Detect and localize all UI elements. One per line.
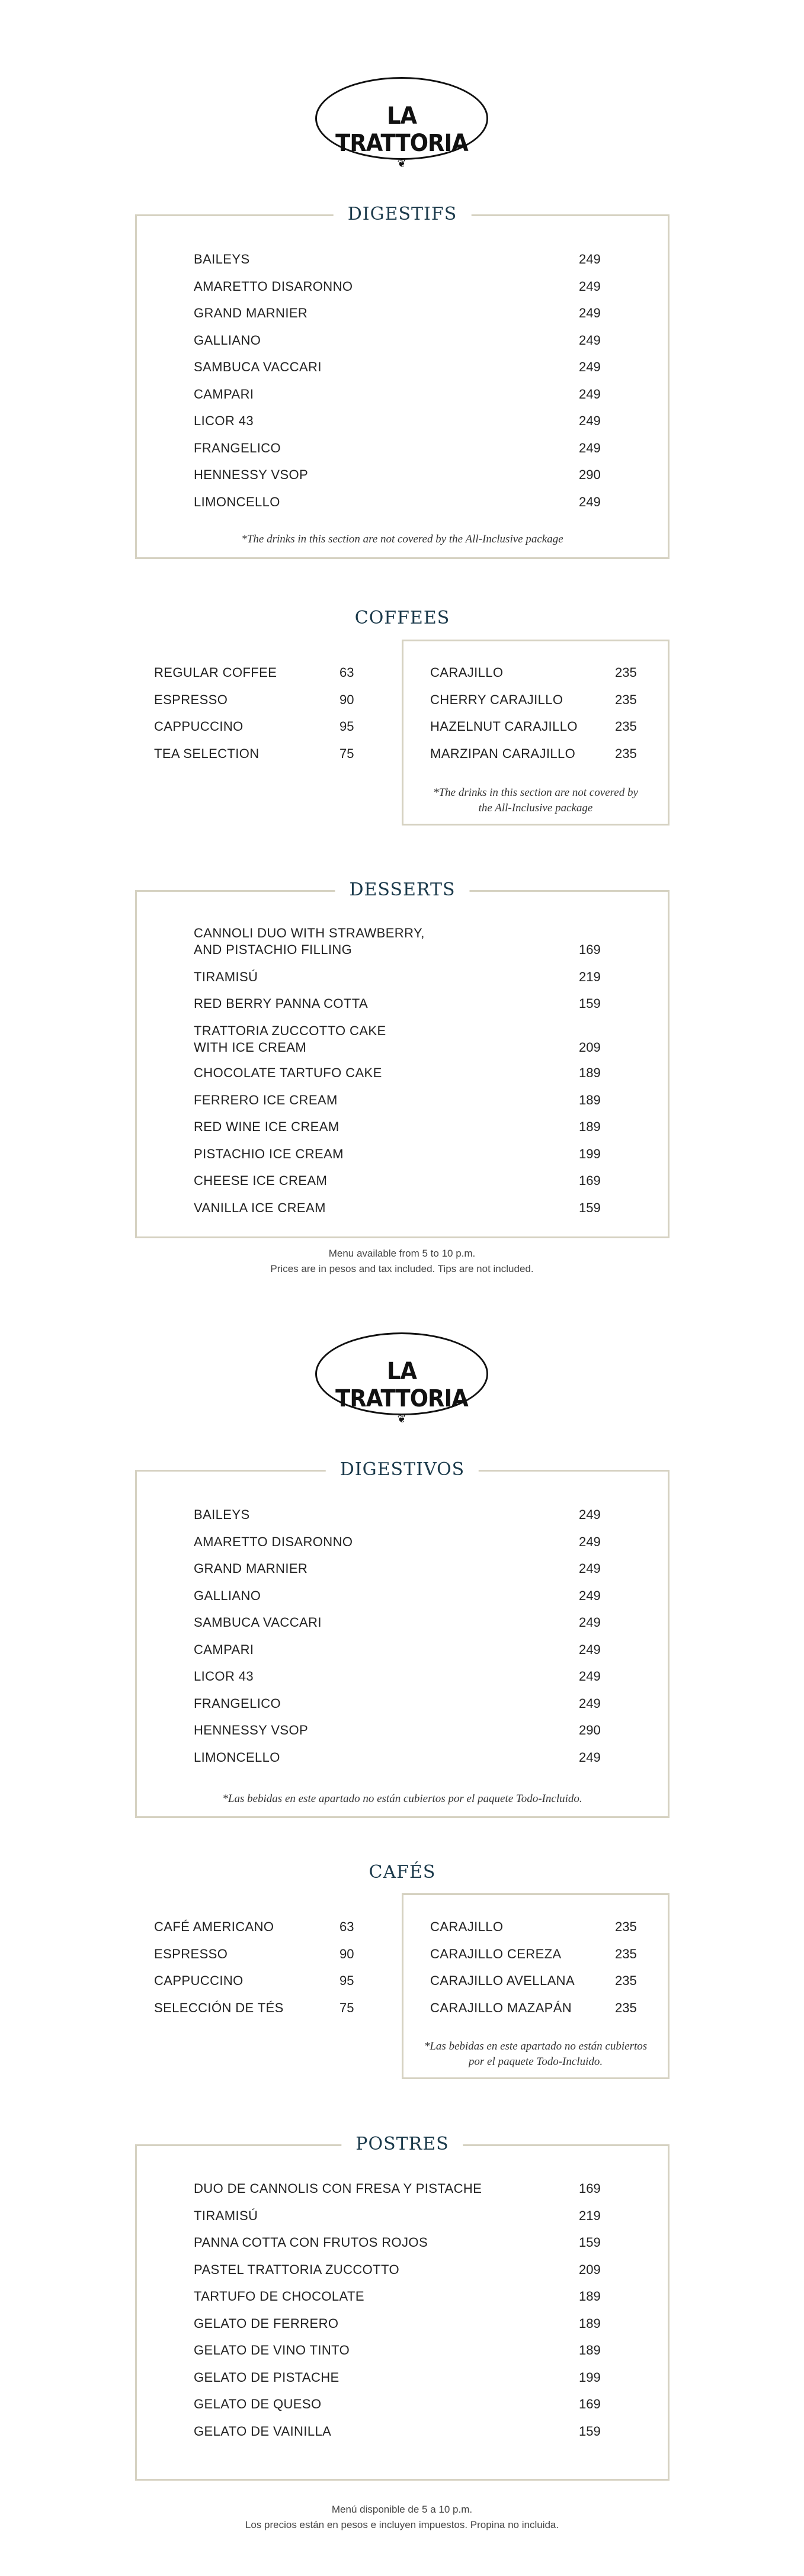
- digestif-name: GRAND MARNIER: [194, 306, 308, 320]
- postre-name: TARTUFO DE CHOCOLATE: [194, 2289, 364, 2304]
- dessert-price: 159: [579, 996, 601, 1011]
- postre-price: 189: [579, 2316, 601, 2331]
- digestivo-name: AMARETTO DISARONNO: [194, 1534, 353, 1549]
- footer-prices: Prices are in pesos and tax included. Tips are not included.: [270, 1263, 534, 1274]
- digestivo-name: LICOR 43: [194, 1669, 254, 1684]
- coffee-price: 95: [339, 719, 354, 734]
- postre-name: PANNA COTTA CON FRUTOS ROJOS: [194, 2235, 428, 2250]
- cafe-price: 63: [339, 1919, 354, 1934]
- postre-name: GELATO DE VINO TINTO: [194, 2343, 350, 2357]
- cafes-note-line: *Las bebidas en este apartado no están cubiertos: [424, 2040, 648, 2053]
- logo: [315, 1332, 488, 1425]
- coffee-name: TEA SELECTION: [154, 746, 260, 761]
- dessert-name: RED BERRY PANNA COTTA: [194, 996, 369, 1011]
- cafe-name: CAPPUCCINO: [154, 1973, 244, 1988]
- coffee-price: 75: [339, 746, 354, 761]
- coffee-price: 63: [339, 665, 354, 680]
- digestif-name: CAMPARI: [194, 387, 254, 402]
- dessert-price: 209: [579, 1040, 601, 1055]
- dessert-name: VANILLA ICE CREAM: [194, 1200, 326, 1215]
- digestivo-price: 249: [579, 1669, 601, 1684]
- dessert-name: TIRAMISÚ: [194, 969, 258, 984]
- logo-wordmark: LA TRATTORIA: [335, 102, 468, 157]
- logo-wordmark: LA TRATTORIA: [335, 1358, 468, 1412]
- cafes-note: [402, 2039, 670, 2070]
- digestif-name: LICOR 43: [194, 413, 254, 428]
- postre-name: GELATO DE VAINILLA: [194, 2424, 332, 2439]
- digestif-name: FRANGELICO: [194, 441, 281, 455]
- dessert-name: RED WINE ICE CREAM: [194, 1119, 339, 1134]
- digestif-price: 249: [579, 252, 601, 266]
- postre-price: 219: [579, 2208, 601, 2223]
- postre-name: DUO DE CANNOLIS CON FRESA Y PISTACHE: [194, 2181, 482, 2196]
- cafe-name: CAFÉ AMERICANO: [154, 1919, 274, 1934]
- footer-prices: Los precios están en pesos e incluyen impuestos. Propina no incluida.: [245, 2519, 559, 2530]
- postre-price: 159: [579, 2424, 601, 2439]
- dessert-price: 199: [579, 1146, 601, 1161]
- digestif-price: 249: [579, 279, 601, 294]
- flourish-ornament-icon: ❦: [397, 158, 406, 169]
- postre-price: 189: [579, 2343, 601, 2357]
- dessert-name: CHEESE ICE CREAM: [194, 1173, 328, 1188]
- digestif-name: AMARETTO DISARONNO: [194, 279, 353, 294]
- carajillo-name: CARAJILLO MAZAPÁN: [430, 2000, 572, 2015]
- flourish-ornament-icon: ❦: [397, 1413, 406, 1425]
- digestivo-name: LIMONCELLO: [194, 1750, 280, 1765]
- carajillo-price: 235: [615, 719, 637, 734]
- postre-name: GELATO DE QUESO: [194, 2397, 322, 2411]
- carajillo-price: 235: [615, 665, 637, 680]
- carajillo-name: MARZIPAN CARAJILLO: [430, 746, 576, 761]
- dessert-price: 189: [579, 1093, 601, 1107]
- cafe-name: SELECCIÓN DE TÉS: [154, 2000, 284, 2015]
- postres-title: POSTRES: [341, 2131, 463, 2157]
- digestif-price: 249: [579, 306, 601, 320]
- carajillo-name: CARAJILLO CEREZA: [430, 1947, 562, 1961]
- cafe-price: 75: [339, 2000, 354, 2015]
- digestivo-price: 249: [579, 1507, 601, 1522]
- carajillo-name: CARAJILLO: [430, 665, 504, 680]
- digestivo-name: BAILEYS: [194, 1507, 250, 1522]
- digestivo-name: SAMBUCA VACCARI: [194, 1615, 322, 1630]
- digestif-price: 249: [579, 441, 601, 455]
- coffees-note: [402, 785, 670, 816]
- dessert-name: CANNOLI DUO WITH STRAWBERRY,: [194, 926, 425, 940]
- carajillo-price: 235: [615, 692, 637, 707]
- digestivos-note: *Las bebidas en este apartado no están cubiertos por el paquete Todo-Incluido.: [222, 1793, 582, 1805]
- cafe-price: 90: [339, 1947, 354, 1961]
- digestif-name: GALLIANO: [194, 333, 261, 348]
- digestif-price: 249: [579, 333, 601, 348]
- digestivo-price: 249: [579, 1561, 601, 1576]
- carajillo-price: 235: [615, 1947, 637, 1961]
- desserts-title: DESSERTS: [335, 877, 469, 903]
- cafes-title: CAFÉS: [355, 1859, 450, 1886]
- dessert-price: 169: [579, 942, 601, 957]
- postre-price: 199: [579, 2370, 601, 2385]
- digestivo-name: FRANGELICO: [194, 1696, 281, 1711]
- logo: [315, 77, 488, 169]
- dessert-price: 189: [579, 1119, 601, 1134]
- footer-availability: Menu available from 5 to 10 p.m.: [328, 1248, 476, 1259]
- dessert-price: 169: [579, 1173, 601, 1188]
- dessert-name: FERRERO ICE CREAM: [194, 1093, 338, 1107]
- dessert-name: CHOCOLATE TARTUFO CAKE: [194, 1065, 382, 1080]
- postre-price: 159: [579, 2235, 601, 2250]
- carajillo-name: CARAJILLO: [430, 1919, 504, 1934]
- digestifs-note: *The drinks in this section are not covered by the All-Inclusive package: [241, 533, 563, 545]
- dessert-name: AND PISTACHIO FILLING: [194, 942, 353, 957]
- carajillo-price: 235: [615, 746, 637, 761]
- carajillo-price: 235: [615, 2000, 637, 2015]
- digestif-price: 249: [579, 359, 601, 374]
- digestivo-name: CAMPARI: [194, 1642, 254, 1657]
- digestivo-price: 249: [579, 1750, 601, 1765]
- footer-availability: Menú disponible de 5 a 10 p.m.: [331, 2504, 473, 2515]
- postre-name: PASTEL TRATTORIA ZUCCOTTO: [194, 2262, 399, 2277]
- digestivo-price: 290: [579, 1723, 601, 1737]
- coffees-note-line: *The drinks in this section are not covered by: [433, 786, 638, 799]
- coffees-note-line: the All-Inclusive package: [478, 802, 593, 814]
- carajillo-name: HAZELNUT CARAJILLO: [430, 719, 578, 734]
- postre-price: 209: [579, 2262, 601, 2277]
- digestivos-title: DIGESTIVOS: [326, 1457, 479, 1483]
- cafe-price: 95: [339, 1973, 354, 1988]
- carajillo-price: 235: [615, 1919, 637, 1934]
- cafes-note-line: por el paquete Todo-Incluido.: [468, 2055, 603, 2068]
- digestifs-title: DIGESTIFS: [334, 201, 472, 227]
- digestivo-price: 249: [579, 1534, 601, 1549]
- postre-price: 189: [579, 2289, 601, 2304]
- cafe-name: ESPRESSO: [154, 1947, 228, 1961]
- dessert-price: 159: [579, 1200, 601, 1215]
- digestif-name: SAMBUCA VACCARI: [194, 359, 322, 374]
- digestivo-price: 249: [579, 1615, 601, 1630]
- digestif-price: 249: [579, 387, 601, 402]
- digestif-price: 290: [579, 467, 601, 482]
- postre-name: TIRAMISÚ: [194, 2208, 258, 2223]
- digestif-name: HENNESSY VSOP: [194, 467, 309, 482]
- digestivo-name: GRAND MARNIER: [194, 1561, 308, 1576]
- digestif-name: BAILEYS: [194, 252, 250, 266]
- digestif-name: LIMONCELLO: [194, 494, 280, 509]
- dessert-price: 219: [579, 969, 601, 984]
- coffee-price: 90: [339, 692, 354, 707]
- dessert-price: 189: [579, 1065, 601, 1080]
- digestivo-name: HENNESSY VSOP: [194, 1723, 309, 1737]
- postre-price: 169: [579, 2181, 601, 2196]
- carajillo-price: 235: [615, 1973, 637, 1988]
- digestif-price: 249: [579, 494, 601, 509]
- dessert-name: TRATTORIA ZUCCOTTO CAKE: [194, 1023, 386, 1038]
- coffee-name: CAPPUCCINO: [154, 719, 244, 734]
- coffee-name: REGULAR COFFEE: [154, 665, 277, 680]
- dessert-name: PISTACHIO ICE CREAM: [194, 1146, 344, 1161]
- carajillo-name: CHERRY CARAJILLO: [430, 692, 563, 707]
- coffees-title: COFFEES: [341, 605, 465, 631]
- carajillo-name: CARAJILLO AVELLANA: [430, 1973, 575, 1988]
- coffee-name: ESPRESSO: [154, 692, 228, 707]
- digestivo-price: 249: [579, 1696, 601, 1711]
- dessert-name: WITH ICE CREAM: [194, 1040, 307, 1055]
- postre-price: 169: [579, 2397, 601, 2411]
- digestivo-price: 249: [579, 1588, 601, 1603]
- postre-name: GELATO DE PISTACHE: [194, 2370, 339, 2385]
- postre-name: GELATO DE FERRERO: [194, 2316, 339, 2331]
- digestivo-name: GALLIANO: [194, 1588, 261, 1603]
- digestif-price: 249: [579, 413, 601, 428]
- digestivo-price: 249: [579, 1642, 601, 1657]
